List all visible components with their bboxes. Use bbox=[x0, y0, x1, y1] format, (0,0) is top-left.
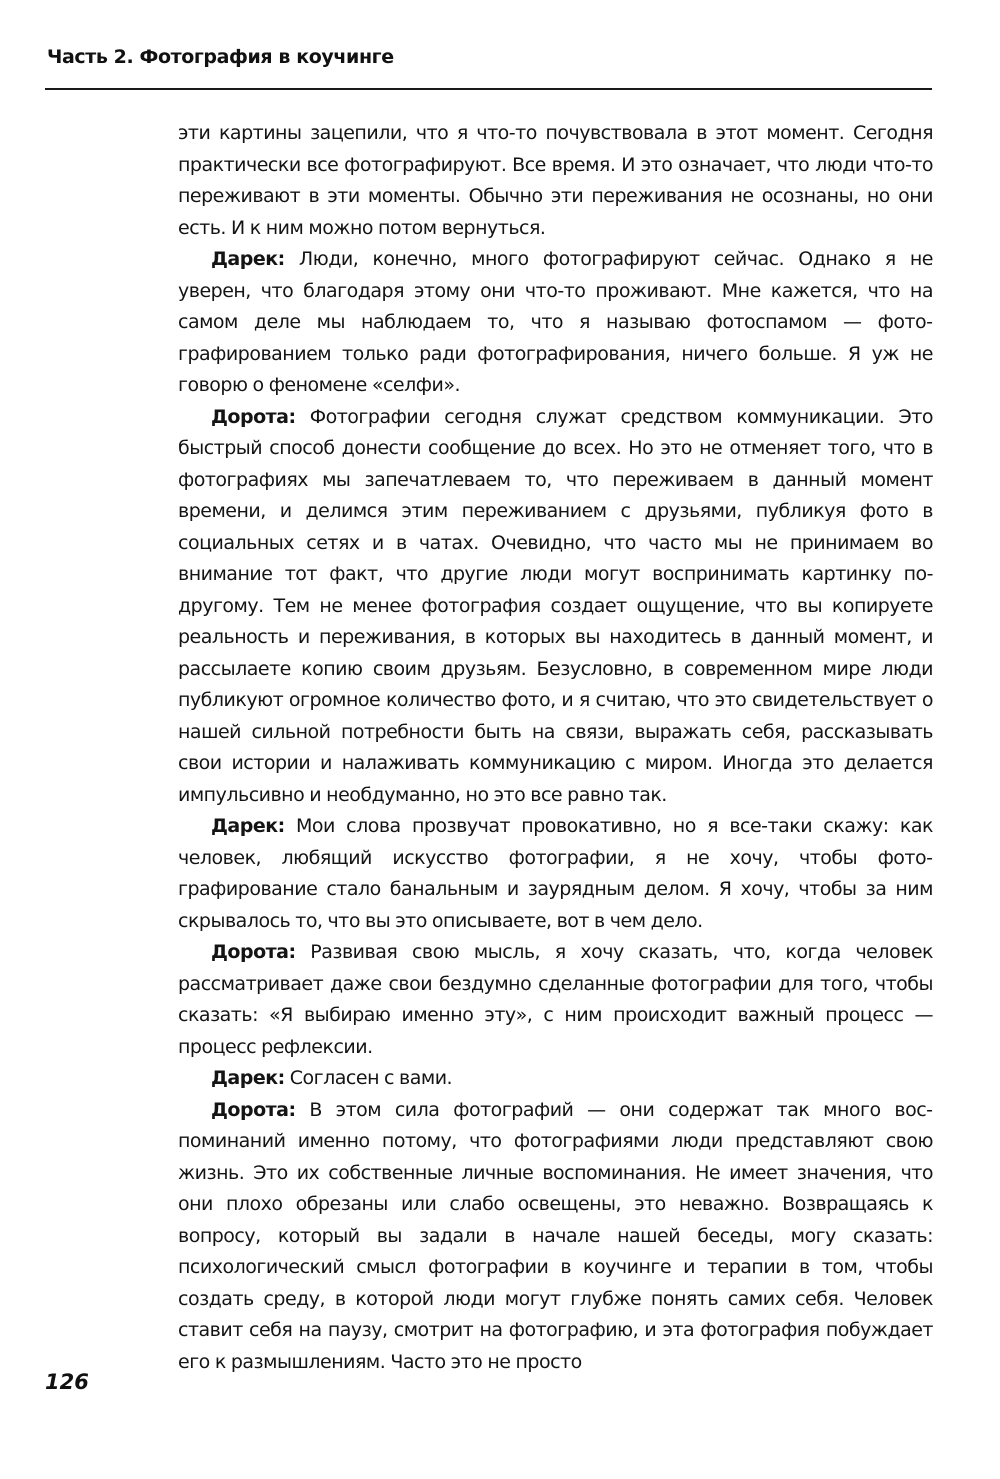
paragraph-text: В этом сила фотографий — они содержат так много воспоминаний именно потому, что фотографиями люди представляют свою жизнь. Это их собственные личные воспоминания. Не имеет значения, что они плохо обрезаны или слабо освещены, это неважно. Возвращаясь к вопросу, который вы задали в начале нашей беседы, могу сказать: психологический смысл фотографии в коучинге и терапии в том, чтобы создать среду, в которой люди могут глубже понять самих себя. Человек ставит себя на паузу, смотрит на фотографию, и эта фотография побуждает его к размышлениям. Часто это не просто bbox=[178, 1098, 933, 1373]
page-number: 126 bbox=[45, 1370, 89, 1394]
paragraph-text: Развивая свою мысль, я хочу сказать, что, когда человек рассматривает даже свои бездумно сделанные фотографии для того, чтобы сказать: «Я выбираю именно эту», с ним происходит важный процесс — процесс рефлексии. bbox=[178, 941, 933, 1058]
paragraph-6 bbox=[178, 1095, 933, 1379]
paragraph-2 bbox=[178, 402, 933, 812]
paragraph-text: Люди, конечно, много фотографируют сейчас. Однако я не уверен, что благодаря этому они что-то проживают. Мне кажется, что на самом деле мы наблюдаем то, что я называю фотоспамом — фотографированием только ради фотографирования, ничего больше. Я уж не говорю о феномене «селфи». bbox=[178, 248, 933, 396]
paragraph-text: эти картины зацепили, что я что-то почувствовала в этот момент. Сегодня практически все фотографируют. Все время. И это означает, что люди что-то переживают в эти моменты. Обычно эти переживания не осознаны, но они есть. И к ним можно потом вернуться. bbox=[178, 122, 933, 239]
speaker-label: Дарек: bbox=[211, 1067, 285, 1089]
paragraph-1 bbox=[178, 244, 933, 402]
paragraph-text: Мои слова прозвучат провокативно, но я все-таки скажу: как человек, любящий искусство фотографии, я не хочу, чтобы фотографирование стало банальным и заурядным делом. Я хочу, чтобы за ним скрывалось то, что вы это описываете, вот в чем дело. bbox=[178, 815, 933, 932]
running-head-title: Часть 2. Фотография в коучинге bbox=[47, 46, 394, 68]
speaker-label: Дарек: bbox=[211, 815, 285, 837]
paragraph-text: Согласен с вами. bbox=[284, 1067, 453, 1089]
speaker-label: Дорота: bbox=[211, 1098, 296, 1121]
speaker-label: Дорота: bbox=[211, 941, 296, 963]
paragraph-5 bbox=[178, 1063, 933, 1095]
paragraph-3 bbox=[178, 811, 933, 937]
main-text bbox=[178, 118, 933, 1378]
paragraph-0 bbox=[178, 118, 933, 244]
paragraph-text: Фотографии сегодня служат средством коммуникации. Это быстрый способ донести сообщение до всех. Но это не отменяет того, что в фотографиях мы запечатлеваем то, что переживаем в данный момент времени, и делимся этим переживанием с друзьями, публикуя фото в социальных сетях и в чатах. Очевидно, что часто мы не принимаем во внимание тот факт, что другие люди могут воспринимать картинку по-другому. Тем не менее фотография создает ощущение, что вы копируете реальность и переживания, в которых вы находитесь в данный момент, и рассылаете копию своим друзьям. Безусловно, в современном мире люди публикуют огромное количество фото, и я считаю, что это свидетельствует о нашей сильной потребности быть на связи, выражать себя, рассказывать свои истории и налаживать коммуникацию с миром. Иногда это делается импульсивно и необдуманно, но это все равно так. bbox=[178, 405, 933, 806]
paragraph-4 bbox=[178, 937, 933, 1063]
speaker-label: Дарек: bbox=[211, 248, 285, 270]
speaker-label: Дорота: bbox=[211, 405, 296, 428]
header-divider bbox=[45, 88, 932, 90]
